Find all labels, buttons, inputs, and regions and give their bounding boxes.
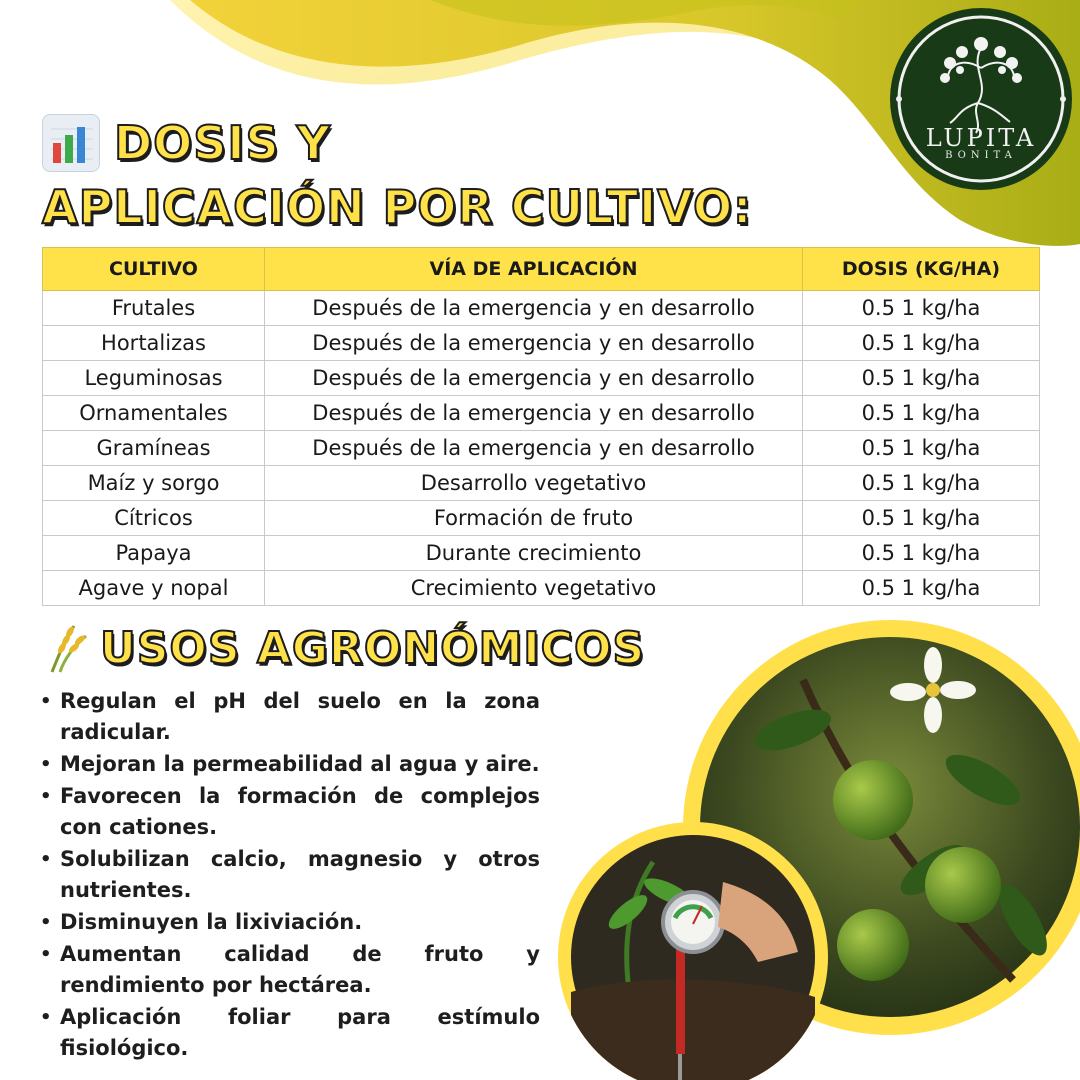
list-item: • Regulan el pH del suelo en la zona radicular. <box>40 686 540 748</box>
cell-crop: Gramíneas <box>43 431 265 466</box>
cell-application: Después de la emergencia y en desarrollo <box>265 431 803 466</box>
cell-dose: 0.5 1 kg/ha <box>803 361 1040 396</box>
list-item: • Disminuyen la lixiviación. <box>40 907 540 938</box>
column-header-crop: CULTIVO <box>43 248 265 291</box>
table-row <box>43 326 1040 361</box>
list-item: • Aumentan calidad de fruto y rendimiento por hectárea. <box>40 939 540 1001</box>
brand-name: LUPITA <box>925 123 1037 152</box>
list-item: • Favorecen la formación de complejos con cationes. <box>40 781 540 843</box>
brand-logo <box>890 8 1072 190</box>
cell-crop: Maíz y sorgo <box>43 466 265 501</box>
cell-dose: 0.5 1 kg/ha <box>803 536 1040 571</box>
cell-crop: Hortalizas <box>43 326 265 361</box>
table-header-row <box>43 248 1040 291</box>
cell-crop: Cítricos <box>43 501 265 536</box>
table-row <box>43 571 1040 606</box>
brand-tagline: BONITA <box>945 149 1017 161</box>
cell-dose: 0.5 1 kg/ha <box>803 291 1040 326</box>
table-row <box>43 361 1040 396</box>
table-row <box>43 431 1040 466</box>
title-line-2: APLICACIÓN POR CULTIVO: <box>42 180 753 234</box>
cell-application: Formación de fruto <box>265 501 803 536</box>
tree-emblem-icon <box>890 8 1072 190</box>
table-row <box>43 466 1040 501</box>
list-item: • Aplicación foliar para estímulo fisiológico. <box>40 1002 540 1064</box>
cell-dose: 0.5 1 kg/ha <box>803 326 1040 361</box>
list-item: • Solubilizan calcio, magnesio y otros nutrientes. <box>40 844 540 906</box>
cell-dose: 0.5 1 kg/ha <box>803 571 1040 606</box>
column-header-application: VÍA DE APLICACIÓN <box>265 248 803 291</box>
cell-dose: 0.5 1 kg/ha <box>803 396 1040 431</box>
cell-crop: Ornamentales <box>43 396 265 431</box>
soil-ph-meter-photo <box>558 822 828 1080</box>
cell-crop: Papaya <box>43 536 265 571</box>
cell-application: Durante crecimiento <box>265 536 803 571</box>
table-row <box>43 501 1040 536</box>
wheat-icon <box>44 622 92 674</box>
cell-application: Desarrollo vegetativo <box>265 466 803 501</box>
dose-table <box>42 247 1040 606</box>
uses-heading <box>44 622 645 674</box>
column-header-dose: DOSIS (KG/HA) <box>803 248 1040 291</box>
table-row <box>43 536 1040 571</box>
list-item: • Mejoran la permeabilidad al agua y aire. <box>40 749 540 780</box>
page-title <box>42 108 842 234</box>
cell-crop: Leguminosas <box>43 361 265 396</box>
cell-crop: Agave y nopal <box>43 571 265 606</box>
cell-application: Después de la emergencia y en desarrollo <box>265 361 803 396</box>
cell-application: Crecimiento vegetativo <box>265 571 803 606</box>
uses-title: USOS AGRONÓMICOS <box>100 622 646 674</box>
title-line-1: DOSIS Y <box>114 116 331 170</box>
cell-crop: Frutales <box>43 291 265 326</box>
bar-chart-icon <box>42 114 100 172</box>
cell-application: Después de la emergencia y en desarrollo <box>265 326 803 361</box>
cell-dose: 0.5 1 kg/ha <box>803 431 1040 466</box>
cell-application: Después de la emergencia y en desarrollo <box>265 291 803 326</box>
table-row <box>43 396 1040 431</box>
uses-list <box>40 686 540 1065</box>
cell-dose: 0.5 1 kg/ha <box>803 466 1040 501</box>
cell-application: Después de la emergencia y en desarrollo <box>265 396 803 431</box>
table-row <box>43 291 1040 326</box>
cell-dose: 0.5 1 kg/ha <box>803 501 1040 536</box>
